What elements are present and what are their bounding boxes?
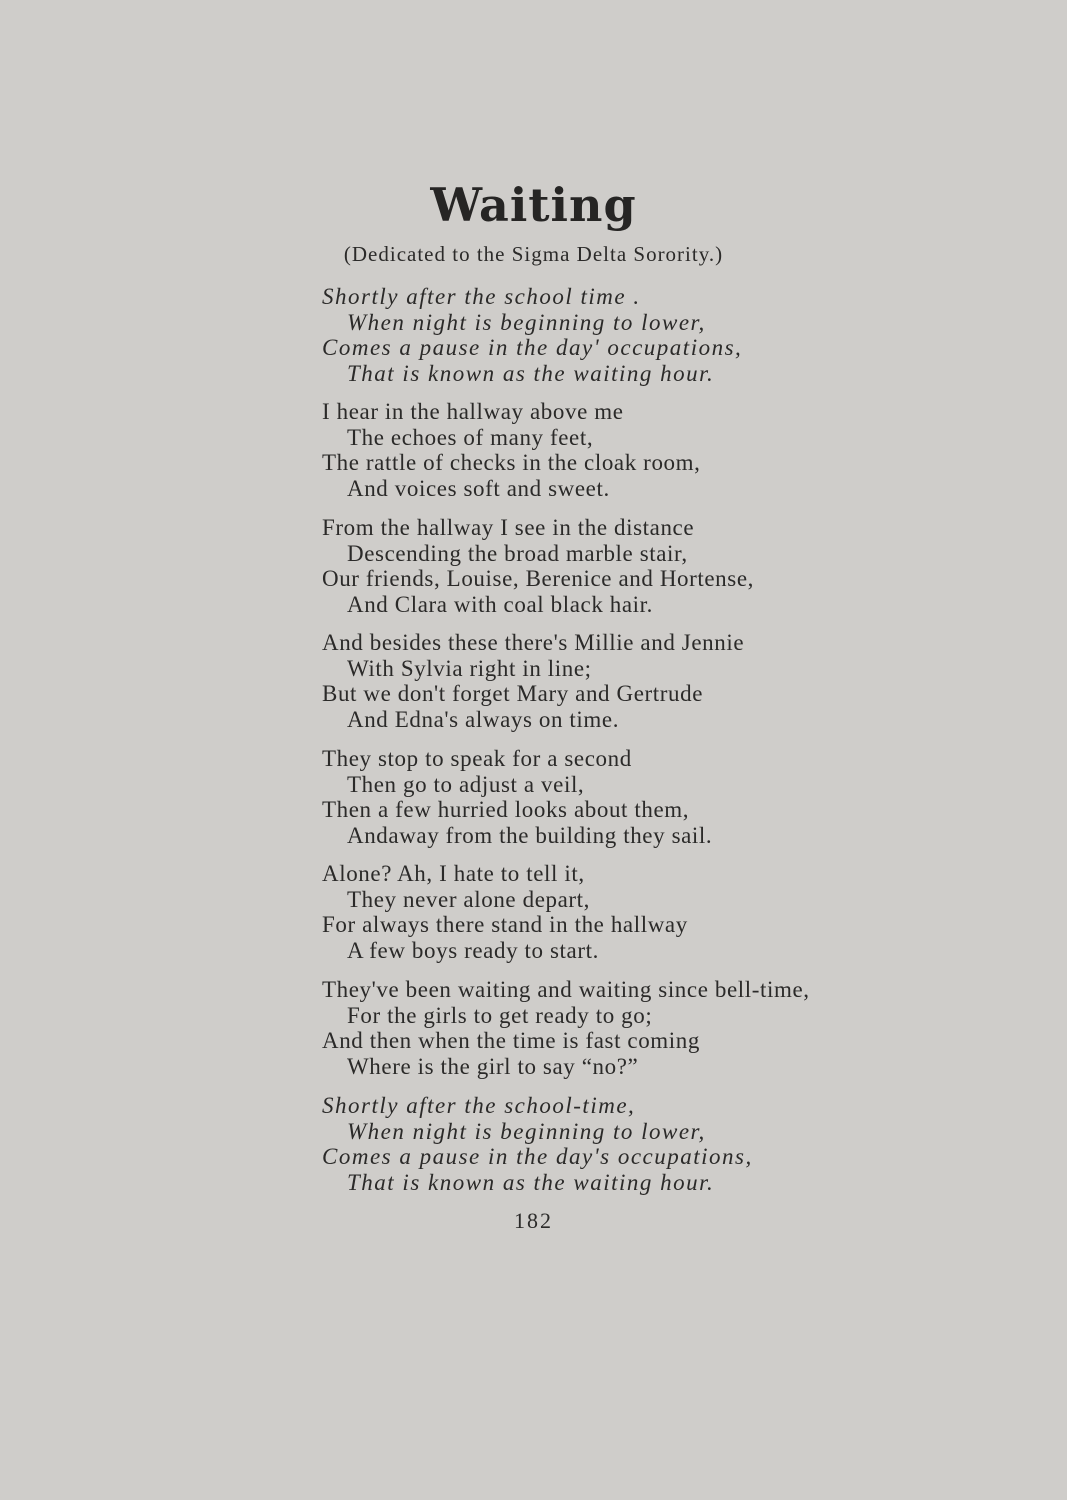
stanza-line: Alone? Ah, I hate to tell it, xyxy=(322,861,585,886)
stanza-line: That is known as the waiting hour. xyxy=(347,1169,715,1195)
stanza-line: And then when the time is fast coming xyxy=(322,1028,700,1054)
stanza-line: When night is beginning to lower, xyxy=(347,1118,706,1144)
stanza-line: Descending the broad marble stair, xyxy=(347,540,688,566)
stanza-line: For always there stand in the hallway xyxy=(322,912,688,938)
stanza-1 xyxy=(322,284,742,386)
stanza-line: From the hallway I see in the distance xyxy=(322,515,695,540)
stanza-line: And besides these there's Millie and Jennie xyxy=(322,630,745,655)
stanza-line: Andaway from the building they sail. xyxy=(347,822,713,848)
stanza-line: The echoes of many feet, xyxy=(347,424,594,450)
stanza-8 xyxy=(322,1093,753,1195)
stanza-line: Comes a pause in the day's occupations, xyxy=(322,1144,753,1170)
stanza-7 xyxy=(322,977,810,1079)
stanza-line: When night is beginning to lower, xyxy=(347,309,706,335)
stanza-line: Then a few hurried looks about them, xyxy=(322,797,690,823)
stanza-line: The rattle of checks in the cloak room, xyxy=(322,450,701,476)
stanza-line: Then go to adjust a veil, xyxy=(347,771,585,797)
stanza-line: And Clara with coal black hair. xyxy=(347,591,654,617)
stanza-5 xyxy=(322,746,712,848)
stanza-line: They've been waiting and waiting since bell-time, xyxy=(322,977,810,1002)
stanza-line: And voices soft and sweet. xyxy=(347,475,610,501)
stanza-line: A few boys ready to start. xyxy=(347,937,599,963)
stanza-line: For the girls to get ready to go; xyxy=(347,1002,653,1028)
stanza-line: They stop to speak for a second xyxy=(322,746,632,771)
stanza-line: That is known as the waiting hour. xyxy=(347,360,715,386)
stanza-line: And Edna's always on time. xyxy=(347,706,620,732)
stanza-line: But we don't forget Mary and Gertrude xyxy=(322,681,704,707)
stanza-line: They never alone depart, xyxy=(347,886,591,912)
stanza-line: With Sylvia right in line; xyxy=(347,655,592,681)
stanza-6 xyxy=(322,861,688,963)
stanza-4 xyxy=(322,630,744,732)
page-number: 182 xyxy=(514,1208,553,1233)
stanza-line: Our friends, Louise, Berenice and Hortense, xyxy=(322,566,754,592)
poem-title: Waiting xyxy=(430,178,637,232)
stanza-line: Shortly after the school-time, xyxy=(322,1093,636,1118)
dedication: (Dedicated to the Sigma Delta Sorority.) xyxy=(343,242,724,266)
stanza-3 xyxy=(322,515,754,617)
stanza-line: Comes a pause in the day' occupations, xyxy=(322,335,743,361)
stanza-line: Shortly after the school time . xyxy=(322,284,641,309)
stanza-line: Where is the girl to say “no?” xyxy=(347,1053,639,1079)
stanza-2 xyxy=(322,399,701,501)
stanza-line: I hear in the hallway above me xyxy=(322,399,624,424)
